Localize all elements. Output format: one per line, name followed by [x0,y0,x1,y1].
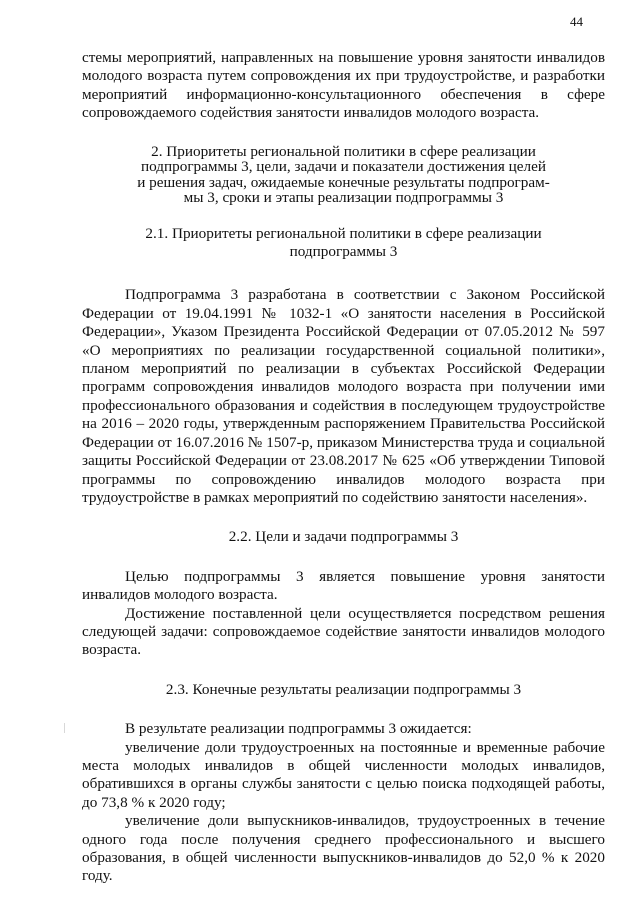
section-2-3-heading: 2.3. Конечные результаты реализации подпрограммы 3 [165,680,522,698]
section-2-1-paragraph: Подпрограмма 3 разработана в соответствии с Законом Российской Федерации от 19.04.1991 № 1032-1 «О занятости населения в Российской Федерации», Указом Президента Российской Федерации от 07.05.2012 № 597 «О мероприятиях по реализации государственной социальной политики», планом мероприятий по реализации в субъектах Российской Федерации программ сопровождения инвалидов молодого возраста при получении ими профессионального образования и содействия в последующем трудоустройстве на 2016 – 2020 годы, утвержденным распоряжением Правительства Российской Федерации от 16.07.2016 № 1507-р, приказом Министерства труда и социальной защиты Российской Федерации от 23.08.2017 № 625 «Об утверждении Типовой программы по сопровождению инвалидов молодого возраста при трудоустройстве в рамках мероприятий по содействию занятости населения». [82,286,605,506]
section-2-1-heading [82,225,605,262]
document-body [82,49,605,886]
section-2-2-goal-paragraph: Целью подпрограммы 3 является повышение уровня занятости инвалидов молодого возраста. [82,567,605,604]
section-2-heading-line: подпрограммы 3, цели, задачи и показатели достижения целей [141,158,546,176]
result-item-2: увеличение доли выпускников-инвалидов, трудоустроенных в течение одного года после получения среднего профессионального и высшего образования, в общей численности выпускников-инвалидов до 52,0 % к 2020 году. [82,812,605,885]
scan-edge-mark [64,723,65,733]
section-2-3-intro: В результате реализации подпрограммы 3 ожидается: [125,720,472,738]
opening-paragraph: стемы мероприятий, направленных на повышение уровня занятости инвалидов молодого возраста путем сопровождения их при трудоустройстве, и разработки мероприятий информационно-консультационного обеспечения в сфере сопровождаемого содействия занятости инвалидов молодого возраста. [82,49,605,122]
section-2-2-task-paragraph: Достижение поставленной цели осуществляется посредством решения следующей задачи: сопровождаемое содействие занятости инвалидов молодого возраста. [82,604,605,659]
section-2-heading-line: и решения задач, ожидаемые конечные результаты подпрограм- [137,173,550,191]
section-2-heading-line: мы 3, сроки и этапы реализации подпрограммы 3 [183,189,504,207]
section-2-heading-line: 2. Приоритеты региональной политики в сфере реализации [151,142,536,160]
section-2-1-heading-line: подпрограммы 3 [289,243,398,261]
section-2-heading [82,144,605,206]
section-2-1-heading-line: 2.1. Приоритеты региональной политики в сфере реализации [145,224,542,242]
page-number: 44 [570,14,583,29]
section-2-2-heading: 2.2. Цели и задачи подпрограммы 3 [228,528,459,546]
result-item-1: увеличение доли трудоустроенных на постоянные и временные рабочие места молодых инвалидов в общей численности молодых инвалидов, обратившихся в органы службы занятости с целью поиска подходящей работы, до 73,8 % к 2020 году; [82,738,605,811]
